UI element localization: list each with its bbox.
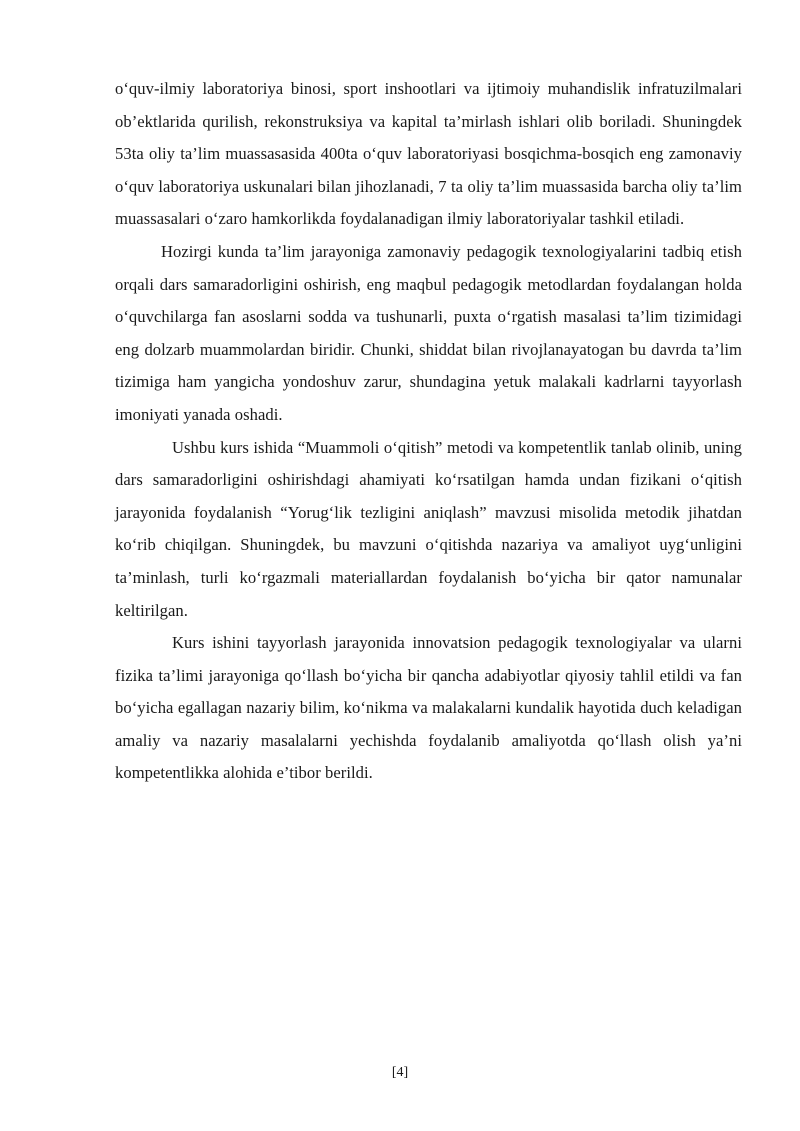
page-number: [4] (391, 1065, 409, 1080)
document-page-body (115, 73, 742, 790)
paragraph-pedagogical-technologies: Hozirgi kunda ta’lim jarayoniga zamonaviy pedagogik texnologiyalarini tadbiq etish orqali dars samaradorligini oshirish, eng maqbul pedagogik metodlardan foydalangan holda o‘quvchilarga fan asoslarni sodda va tushunarli, puxta o‘rgatish masalasi ta’lim tizimidagi eng dolzarb muammolardan biridir. Chunki, shiddat bilan rivojlanayatogan bu davrda ta’lim tizimiga ham yangicha yondoshuv zarur, shundagina yetuk malakali kadrlarni tayyorlash imoniyati yanada oshadi. (115, 241, 742, 424)
paragraph-course-work-preparation: Kurs ishini tayyorlash jarayonida innovatsion pedagogik texnologiyalar va ularni fizika ta’limi jarayoniga qo‘llash bo‘yicha bir qancha adabiyotlar qiyosiy tahlil etildi va fan bo‘yicha egallagan nazariy bilim, ko‘nikma va malakalarni kundalik hayotida duch keladigan amaliy va nazariy masalalarni yechishda foydalanib amaliyotda qo‘llash olish ya’ni kompetentlikka alohida e’tibor berildi. (115, 633, 742, 783)
paragraph-course-work-topic: Ushbu kurs ishida “Muammoli o‘qitish” metodi va kompetentlik tanlab olinib, uning dars samaradorligini oshirishdagi ahamiyati ko‘rsatilgan hamda undan fizikani o‘qitish jarayonida foydalanish “Yorug‘lik tezligini aniqlash” mavzusi misolida metodik jihatdan ko‘rib chiqilgan. Shuningdek, bu mavzuni o‘qitishda nazariya va amaliyot uyg‘unligini ta’minlash, turli ko‘rgazmali materiallardan foydalanish bo‘yicha bir qator namunalar keltirilgan. (115, 437, 742, 620)
paragraph-laboratories: o‘quv-ilmiy laboratoriya binosi, sport inshootlari va ijtimoiy muhandislik infratuzilmalari ob’ektlarida qurilish, rekonstruksiya va kapital ta’mirlash ishlari olib boriladi. Shuningdek 53ta oliy ta’lim muassasasida 400ta o‘quv laboratoriyasi bosqichma-bosqich eng zamonaviy o‘quv laboratoriya uskunalari bilan jihozlanadi, 7 ta oliy ta’lim muassasida barcha oliy ta’lim muassasalari o‘zaro hamkorlikda foydalanadigan ilmiy laboratoriyalar tashkil etiladi. (115, 79, 742, 229)
